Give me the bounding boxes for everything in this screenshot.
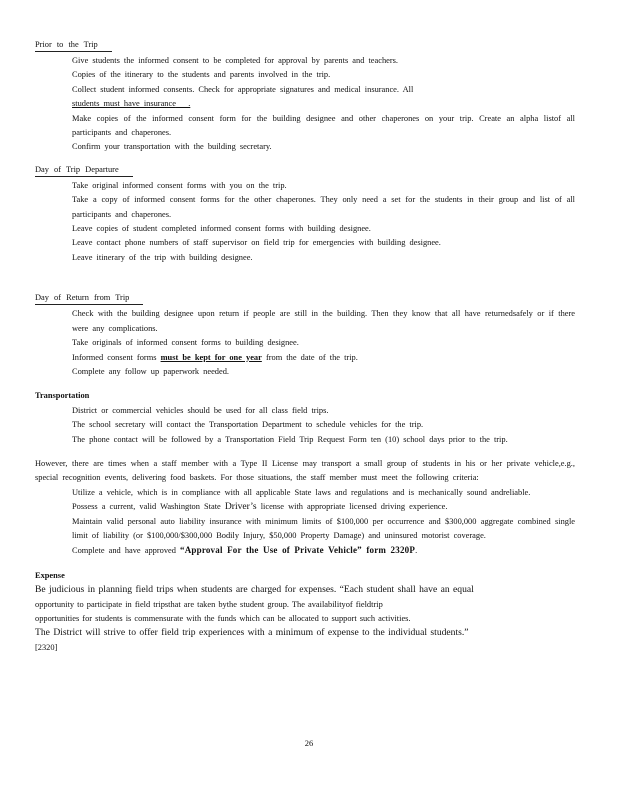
list-item: Complete and have approved “Approval For the Use of Private Vehicle” form 2320P. (72, 545, 418, 556)
policy-reference: [2320] (35, 642, 58, 652)
list-private-vehicle-criteria (35, 486, 575, 559)
section-day-of-return (35, 291, 575, 379)
list-item: Take original informed consent forms with you on the trip. (72, 180, 287, 190)
list-item: Possess a current, valid Washington State Driver’s license with appropriate licensed driving experience. (72, 501, 448, 513)
list-day-of-return (35, 307, 575, 379)
list-item: The phone contact will be followed by a Transportation Field Trip Request Form ten (10) school days prior to the trip. (72, 434, 508, 444)
list-item: Informed consent forms must be kept for one year from the date of the trip. (72, 352, 358, 362)
list-item: Complete any follow up paperwork needed. (72, 366, 229, 376)
private-vehicle-paragraph: However, there are times when a staff member with a Type II License may transport a small group of students in his or her private vehicle,e.g., special recognition events, delivering food baskets. For those situations, the staff member must meet the following criteria: (35, 458, 575, 483)
list-prior-to-trip (35, 54, 575, 155)
heading-expense: Expense (35, 570, 65, 580)
list-item: Leave contact phone numbers of staff supervisor on field trip for emergencies with building designee. (72, 238, 441, 248)
section-day-of-trip (35, 163, 575, 265)
form-2320p-title: “Approval For the Use of Private Vehicle” form 2320P (180, 545, 416, 556)
heading-day-of-trip: Day of Trip Departure (35, 164, 133, 177)
list-item: Utilize a vehicle, which is in compliance with all applicable State laws and regulations and is mechanically sound andreliable. (72, 487, 531, 497)
expense-line: opportunity to participate in field tripsthat are taken bythe student group. The availabilityof fieldtrip (35, 599, 383, 609)
page-content (35, 38, 575, 655)
page-number: 26 (304, 738, 314, 748)
list-item: District or commercial vehicles should be used for all class field trips. (72, 405, 329, 415)
heading-prior-to-trip: Prior to the Trip (35, 39, 112, 52)
list-item: Make copies of the informed consent form for the building designee and other chaperones on your trip. Create an alpha listof all participants and chaperones. (72, 113, 575, 138)
list-day-of-trip (35, 179, 575, 265)
expense-line: opportunities for students is commensurate with the funds which can be allocated to support such activities. (35, 614, 411, 623)
list-item: Check with the building designee upon return if people are still in the building. Then they know that all have returnedsafely or if there were any complications. (72, 309, 575, 333)
expense-line: Be judicious in planning field trips when students are charged for expenses. “Each student shall have an equal (35, 584, 474, 596)
heading-transportation: Transportation (35, 391, 90, 401)
list-item: Take originals of informed consent forms to building designee. (72, 338, 299, 348)
section-prior-to-trip (35, 38, 575, 155)
section-transportation (35, 389, 575, 447)
list-item: Leave itinerary of the trip with building designee. (72, 252, 253, 262)
list-item: Give students the informed consent to be completed for approval by parents and teachers. (72, 56, 399, 65)
list-item: Maintain valid personal auto liability insurance with minimum limits of $100,000 per occurrence and $300,000 aggregate combined single limit of liability (or $100,000/$300,000 Bodily Injury, $50,000 Property Damage) and uninsured motorist coverage. (72, 516, 575, 540)
list-item: Confirm your transportation with the building secretary. (72, 142, 272, 152)
list-item: Collect student informed consents. Check for appropriate signatures and medical insurance. All students must have insurance . (72, 84, 414, 109)
list-item: Take a copy of informed consent forms for the other chaperones. They only need a set for the students in their group and list of all participants and chaperones. (72, 195, 575, 219)
list-item: Leave copies of student completed informed consent forms with building designee. (72, 224, 371, 234)
section-private-vehicle (35, 457, 575, 559)
section-expense (35, 569, 575, 655)
list-item: The school secretary will contact the Transportation Department to schedule vehicles for the trip. (72, 420, 424, 430)
list-transportation (35, 404, 575, 447)
insurance-requirement: students must have insurance (72, 99, 176, 109)
expense-line: The District will strive to offer field trip experiences with a minimum of expense to the individual students.” (35, 627, 469, 639)
heading-day-of-return: Day of Return from Trip (35, 292, 143, 305)
list-item: Copies of the itinerary to the students and parents involved in the trip. (72, 70, 331, 80)
retention-requirement: must be kept for one year (160, 352, 262, 362)
